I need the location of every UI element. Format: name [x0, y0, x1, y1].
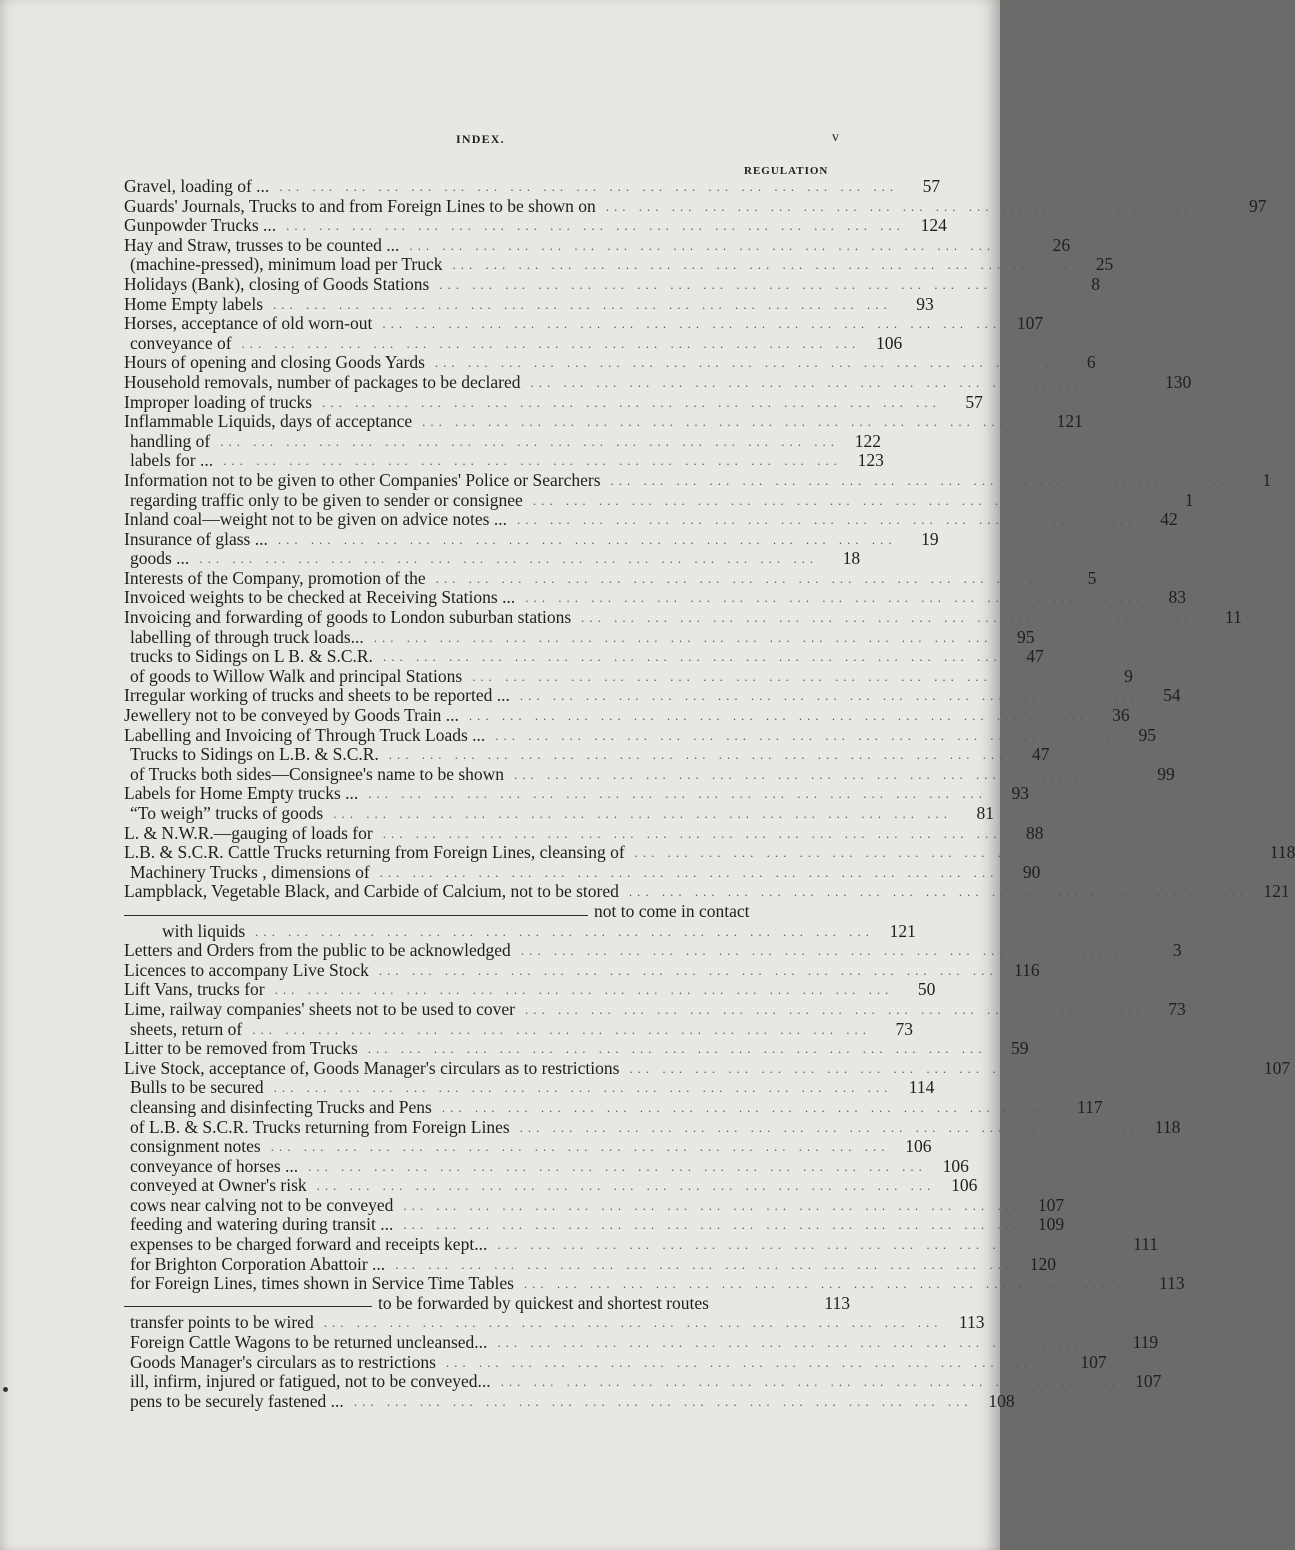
- entry-label: Licences to accompany Live Stock: [124, 959, 369, 980]
- regulation-number: 123: [857, 450, 884, 471]
- regulation-number: 99: [1157, 763, 1175, 784]
- index-entry: [124, 783, 1030, 804]
- entry-label: for Foreign Lines, times shown in Service Time Tables: [130, 1273, 514, 1294]
- regulation-number: 107: [1016, 313, 1044, 334]
- regulation-number: 81: [976, 803, 994, 823]
- entry-label: conveyance of: [130, 332, 232, 353]
- regulation-number: 124: [920, 215, 947, 236]
- index-entry: [124, 1057, 1291, 1079]
- entry-label: for Brighton Corporation Abattoir ...: [130, 1253, 386, 1274]
- leader-dots: ... ... ... ... ... ... ... ... ... ... ... ... ... ... ... ... ... ... ...: [497, 1237, 1117, 1253]
- index-entry: [124, 293, 934, 315]
- index-entry: [124, 1294, 850, 1314]
- entry-label: (machine-pressed), minimum load per Truck: [130, 254, 443, 275]
- index-entry: [124, 822, 1044, 844]
- leader-dots: ... ... ... ... ... ... ... ... ... ... ... ... ... ... ... ... ... ... ...: [435, 570, 1055, 586]
- leader-dots: ... ... ... ... ... ... ... ... ... ... ... ... ... ... ... ... ... ... ...: [530, 374, 1150, 390]
- entry-label: trucks to Sidings on L B. & S.C.R.: [130, 646, 373, 667]
- page-number: v: [832, 130, 839, 145]
- regulation-number: 106: [951, 1175, 978, 1196]
- regulation-number: 113: [824, 1292, 850, 1313]
- leader-dots: ... ... ... ... ... ... ... ... ... ... ... ... ... ... ... ... ... ... ...: [353, 1393, 973, 1409]
- index-entry: [124, 469, 1272, 491]
- entry-label: with liquids: [162, 920, 246, 941]
- regulation-number: 18: [842, 548, 861, 569]
- entry-label: ill, infirm, injured or fatigued, not to be conveyed...: [130, 1371, 491, 1392]
- leader-dots: ... ... ... ... ... ... ... ... ... ... ... ... ... ... ... ... ... ... ...: [241, 335, 861, 351]
- leader-dots: ... ... ... ... ... ... ... ... ... ... ... ... ... ... ... ... ... ... ...: [279, 179, 899, 194]
- entry-label: Lift Vans, trucks for: [124, 979, 265, 1000]
- regulation-number: 47: [1032, 744, 1050, 765]
- entry-label: Interests of the Company, promotion of the: [124, 567, 426, 588]
- index-entry: [124, 607, 1242, 628]
- index-entry: [124, 528, 939, 550]
- index-entry: [124, 665, 1133, 687]
- entry-label: Hay and Straw, trusses to be counted ...: [124, 234, 400, 255]
- entry-label: Lampblack, Vegetable Black, and Carbide of Calcium, not to be stored: [124, 881, 619, 902]
- regulation-number: 121: [889, 920, 916, 941]
- index-entry: [124, 332, 903, 354]
- leader-dots: ... ... ... ... ... ... ... ... ... ... ... ... ... ... ... ... ... ... ...: [308, 1158, 927, 1174]
- index-entry: [124, 626, 1035, 648]
- index-entry: [124, 1155, 969, 1177]
- entry-label: transfer points to be wired: [130, 1312, 314, 1333]
- leader-dots: ... ... ... ... ... ... ... ... ... ... ... ... ... ... ... ... ... ... ...: [634, 845, 1254, 861]
- index-entry: [124, 1351, 1107, 1373]
- index-entry: [124, 763, 1175, 785]
- entry-label: conveyance of horses ...: [130, 1155, 299, 1176]
- leader-dots: ... ... ... ... ... ... ... ... ... ... ... ... ... ... ... ... ... ... ...: [605, 198, 1225, 214]
- index-entry: [124, 1273, 1185, 1294]
- index-entry: [124, 1038, 1029, 1059]
- regulation-number: 5: [1087, 567, 1097, 588]
- index-entry: [124, 195, 1267, 217]
- leader-dots: ... ... ... ... ... ... ... ... ... ... ... ... ... ... ... ... ... ... ...: [525, 590, 1144, 606]
- entry-label: L.B. & S.C.R. Cattle Trucks returning from Foreign Lines, cleansing of: [124, 842, 625, 863]
- regulation-number: 114: [908, 1077, 935, 1098]
- leader-dots: ... ... ... ... ... ... ... ... ... ... ... ... ... ... ... ... ... ... ...: [403, 1197, 1023, 1213]
- leader-dots: ... ... ... ... ... ... ... ... ... ... ... ... ... ... ... ... ... ... ...: [403, 1217, 1023, 1233]
- regulation-number: 8: [1091, 273, 1101, 294]
- index-entry: [124, 940, 1182, 961]
- entry-label: sheets, return of: [130, 1018, 243, 1039]
- entry-label: Trucks to Sidings on L.B. & S.C.R.: [130, 744, 379, 765]
- regulation-number: 6: [1086, 352, 1096, 373]
- ditto-rule: [124, 915, 588, 916]
- index-entry: [124, 352, 1096, 373]
- regulation-number: 73: [1168, 998, 1186, 1019]
- entry-label: “To weigh” trucks of goods: [130, 803, 324, 823]
- index-entry: [124, 920, 916, 942]
- index-entry: [124, 548, 861, 569]
- leader-dots: ... ... ... ... ... ... ... ... ... ... ... ... ... ... ... ... ... ... ...: [514, 766, 1133, 782]
- regulation-number: 111: [1133, 1234, 1159, 1255]
- leader-dots: ... ... ... ... ... ... ... ... ... ... ... ... ... ... ... ... ... ... ...: [629, 1060, 1249, 1076]
- index-entry: [124, 744, 1050, 765]
- leader-dots: ... ... ... ... ... ... ... ... ... ... ... ... ... ... ... ... ... ... ...: [223, 453, 842, 469]
- regulation-number: 106: [942, 1155, 969, 1176]
- index-entry: [124, 1018, 914, 1040]
- entry-label: of L.B. & S.C.R. Trucks returning from Foreign Lines: [130, 1116, 510, 1137]
- regulation-number: 57: [965, 391, 983, 412]
- index-entry: [124, 450, 884, 471]
- regulation-number: 9: [1124, 665, 1133, 686]
- regulation-number: 83: [1168, 587, 1186, 608]
- leader-dots: ... ... ... ... ... ... ... ... ... ... ... ... ... ... ... ... ... ... ...: [323, 1315, 943, 1331]
- leader-dots: ... ... ... ... ... ... ... ... ... ... ... ... ... ... ... ... ... ... ...: [524, 1001, 1144, 1017]
- leader-dots: ... ... ... ... ... ... ... ... ... ... ... ... ... ... ... ... ... ... ...: [368, 786, 988, 802]
- leader-dots: ... ... ... ... ... ... ... ... ... ... ... ... ... ... ... ... ... ... ...: [409, 237, 1029, 253]
- leader-dots: ... ... ... ... ... ... ... ... ... ... ... ... ... ... ... ... ... ... ...: [495, 727, 1115, 743]
- entry-label: Household removals, number of packages to be declared: [124, 371, 521, 392]
- entry-label: Inflammable Liquids, days of acceptance: [124, 411, 413, 432]
- leader-dots: ... ... ... ... ... ... ... ... ... ... ... ... ... ... ... ... ... ... ...: [367, 1041, 987, 1057]
- entry-label: conveyed at Owner's risk: [130, 1175, 307, 1196]
- regulation-number: 107: [1263, 1057, 1291, 1078]
- leader-dots: ... ... ... ... ... ... ... ... ... ... ... ... ... ... ... ... ... ... ...: [382, 649, 1002, 665]
- regulation-number: 109: [1037, 1214, 1065, 1235]
- regulation-number: 122: [854, 430, 881, 451]
- entry-label: Machinery Trucks , dimensions of: [130, 861, 370, 882]
- index-entry: [124, 1077, 935, 1098]
- leader-dots: ... ... ... ... ... ... ... ... ... ... ... ... ... ... ... ... ... ... ...: [610, 472, 1230, 488]
- index-entry-list: [124, 176, 1295, 1411]
- regulation-number: 47: [1026, 646, 1044, 667]
- leader-dots: ... ... ... ... ... ... ... ... ... ... ... ... ... ... ... ... ... ... ...: [273, 1080, 893, 1096]
- entry-label: Lime, railway companies' sheets not to be used to cover: [124, 998, 515, 1019]
- index-entry: [124, 1136, 932, 1157]
- entry-label: handling of: [130, 430, 211, 451]
- regulation-number: 50: [917, 979, 936, 1000]
- leader-dots: ... ... ... ... ... ... ... ... ... ... ... ... ... ... ... ... ... ... ...: [382, 825, 1002, 841]
- index-entry: [124, 902, 850, 922]
- regulation-number: 90: [1022, 861, 1041, 882]
- regulation-number: 11: [1225, 607, 1242, 628]
- index-entry: [124, 411, 1083, 432]
- leader-dots: ... ... ... ... ... ... ... ... ... ... ... ... ... ... ... ... ... ... ...: [277, 531, 897, 547]
- entry-label: Litter to be removed from Trucks: [124, 1038, 358, 1059]
- leader-dots: ... ... ... ... ... ... ... ... ... ... ... ... ... ... ... ... ... ... ...: [270, 1139, 890, 1155]
- index-entry: [124, 391, 983, 413]
- index-entry: [124, 685, 1181, 706]
- regulation-number: 1: [1262, 469, 1272, 490]
- regulation-number: 95: [1017, 626, 1035, 647]
- leader-dots: ... ... ... ... ... ... ... ... ... ... ... ... ... ... ... ... ... ... ...: [373, 629, 993, 645]
- leader-dots: ... ... ... ... ... ... ... ... ... ... ... ... ... ... ... ... ... ... ...: [628, 884, 1248, 900]
- leader-dots: ... ... ... ... ... ... ... ... ... ... ... ... ... ... ... ... ... ... ...: [500, 1374, 1120, 1390]
- regulation-number: 118: [1269, 842, 1295, 863]
- regulation-number: 106: [876, 332, 903, 353]
- entry-label: Insurance of glass ...: [124, 528, 268, 549]
- page-header: [0, 128, 1000, 152]
- index-entry: [124, 1312, 985, 1333]
- entry-label: Invoicing and forwarding of goods to London suburban stations: [124, 607, 572, 628]
- regulation-number: 97: [1248, 195, 1267, 216]
- regulation-number: 121: [1263, 881, 1290, 902]
- entry-label: labelling of through truck loads...: [130, 626, 364, 647]
- index-entry: [124, 646, 1044, 667]
- regulation-number: 73: [895, 1018, 914, 1039]
- index-entry: [124, 979, 936, 1000]
- regulation-number: 118: [1154, 1116, 1181, 1137]
- index-entry: [124, 959, 1040, 981]
- regulation-number: 113: [1159, 1273, 1185, 1294]
- leader-dots: ... ... ... ... ... ... ... ... ... ... ... ... ... ... ... ... ... ... ...: [378, 962, 998, 978]
- index-entry: [124, 234, 1071, 256]
- leader-dots: ... ... ... ... ... ... ... ... ... ... ... ... ... ... ... ... ... ... ...: [445, 1354, 1065, 1370]
- leader-dots: ... ... ... ... ... ... ... ... ... ... ... ... ... ... ... ... ... ... ...: [519, 688, 1139, 704]
- entry-label: Inland coal—weight not to be given on advice notes ...: [124, 509, 507, 530]
- leader-dots: ... ... ... ... ... ... ... ... ... ... ... ... ... ... ... ... ... ... ...: [439, 276, 1059, 292]
- entry-label: labels for ...: [130, 450, 214, 471]
- leader-dots: ... ... ... ... ... ... ... ... ... ... ... ... ... ... ... ... ... ... ...: [452, 257, 1072, 273]
- index-entry: [124, 1214, 1065, 1235]
- regulation-number: 42: [1160, 509, 1178, 530]
- regulation-number: 54: [1163, 685, 1181, 706]
- index-entry: [124, 273, 1101, 295]
- regulation-number: 113: [958, 1312, 985, 1333]
- leader-dots: ... ... ... ... ... ... ... ... ... ... ... ... ... ... ... ... ... ... ...: [532, 492, 1152, 508]
- entry-label: of goods to Willow Walk and principal Stations: [130, 665, 463, 686]
- entry-label: Horses, acceptance of old worn-out: [124, 313, 373, 334]
- index-entry: [124, 176, 941, 197]
- regulation-number: 119: [1132, 1332, 1159, 1353]
- index-entry: [124, 724, 1157, 746]
- entry-label: Goods Manager's circulars as to restrictions: [130, 1351, 436, 1372]
- index-entry: [124, 587, 1186, 608]
- entry-label: Holidays (Bank), closing of Goods Stations: [124, 273, 430, 294]
- entry-label: Invoiced weights to be checked at Receiving Stations ...: [124, 587, 516, 608]
- index-entry: [124, 881, 1290, 902]
- leader-dots: ... ... ... ... ... ... ... ... ... ... ... ... ... ... ... ... ... ... ...: [255, 923, 874, 939]
- leader-dots: ... ... ... ... ... ... ... ... ... ... ... ... ... ... ... ... ... ... ...: [388, 747, 1008, 763]
- leader-dots: ... ... ... ... ... ... ... ... ... ... ... ... ... ... ... ... ... ... ...: [274, 982, 894, 998]
- entry-label: Hours of opening and closing Goods Yards: [124, 352, 425, 373]
- regulation-number: 116: [1014, 959, 1040, 980]
- index-entry: [124, 803, 994, 824]
- leader-dots: ... ... ... ... ... ... ... ... ... ... ... ... ... ... ... ... ... ... ...: [273, 296, 892, 312]
- index-entry: [124, 1390, 1015, 1412]
- entry-label: Bulls to be secured: [130, 1077, 264, 1098]
- entry-label: Letters and Orders from the public to be acknowledged: [124, 940, 511, 961]
- leader-dots: ... ... ... ... ... ... ... ... ... ... ... ... ... ... ... ... ... ... ...: [199, 551, 819, 567]
- entry-label: expenses to be charged forward and receipts kept...: [130, 1234, 488, 1255]
- regulation-number: 107: [1037, 1194, 1065, 1215]
- leader-dots: ... ... ... ... ... ... ... ... ... ... ... ... ... ... ... ... ... ... ...: [322, 394, 941, 410]
- entry-label: Information not to be given to other Companies' Police or Searchers: [124, 469, 601, 490]
- entry-label: regarding traffic only to be given to sender or consignee: [130, 489, 523, 510]
- entry-label: of Trucks both sides—Consignee's name to be shown: [130, 763, 505, 784]
- entry-label: to be forwarded by quickest and shortest routes: [378, 1292, 709, 1313]
- regulation-number: 25: [1095, 254, 1114, 275]
- regulation-number: 26: [1052, 234, 1071, 255]
- leader-dots: ... ... ... ... ... ... ... ... ... ... ... ... ... ... ... ... ... ... ...: [441, 1099, 1061, 1115]
- entry-label: Gunpowder Trucks ...: [124, 215, 277, 236]
- leader-dots: ... ... ... ... ... ... ... ... ... ... ... ... ... ... ... ... ... ... ...: [519, 1119, 1139, 1135]
- leader-dots: ... ... ... ... ... ... ... ... ... ... ... ... ... ... ... ... ... ... ...: [472, 668, 1091, 684]
- index-entry: [124, 313, 1044, 334]
- regulation-number: 95: [1138, 724, 1157, 745]
- leader-dots: ... ... ... ... ... ... ... ... ... ... ... ... ... ... ... ... ... ... ...: [379, 864, 999, 880]
- index-entry: [124, 1175, 978, 1196]
- index-entry: [124, 1371, 1162, 1392]
- leader-dots: ... ... ... ... ... ... ... ... ... ... ... ... ... ... ... ... ... ... ...: [316, 1178, 936, 1194]
- index-entry: [124, 371, 1192, 393]
- regulation-number: 57: [922, 176, 941, 196]
- entry-label: cleansing and disinfecting Trucks and Pens: [130, 1096, 432, 1117]
- regulation-number: 107: [1135, 1371, 1162, 1392]
- index-entry: [124, 215, 947, 236]
- index-entry: [124, 1332, 1159, 1353]
- index-entry: [124, 489, 1194, 511]
- entry-label: Jewellery not to be conveyed by Goods Train ...: [124, 705, 459, 726]
- leader-dots: ... ... ... ... ... ... ... ... ... ... ... ... ... ... ... ... ... ... ...: [220, 433, 839, 449]
- entry-label: Live Stock, acceptance of, Goods Manager's circulars as to restrictions: [124, 1057, 620, 1078]
- regulation-number: 88: [1025, 822, 1044, 843]
- entry-label: Foreign Cattle Wagons to be returned uncleansed...: [130, 1332, 488, 1353]
- entry-label: Irregular working of trucks and sheets to be reported ...: [124, 685, 510, 706]
- regulation-number: 106: [905, 1136, 932, 1157]
- regulation-number: 93: [1011, 783, 1030, 804]
- index-entry: [124, 842, 1295, 863]
- regulation-number: 36: [1112, 705, 1130, 726]
- index-entry: [124, 861, 1041, 883]
- regulation-number: 3: [1172, 940, 1182, 961]
- leader-dots: ... ... ... ... ... ... ... ... ... ... ... ... ... ... ... ... ... ... ...: [468, 708, 1088, 724]
- regulation-number: 121: [1056, 411, 1083, 432]
- leader-dots: ... ... ... ... ... ... ... ... ... ... ... ... ... ... ... ... ... ... ...: [286, 218, 905, 234]
- leader-dots: ... ... ... ... ... ... ... ... ... ... ... ... ... ... ... ... ... ... ...: [395, 1256, 1014, 1272]
- entry-label: cows near calving not to be conveyed: [130, 1194, 394, 1215]
- entry-label: L. & N.W.R.—gauging of loads for: [124, 822, 373, 843]
- regulation-number: 108: [988, 1390, 1015, 1411]
- regulation-number: 107: [1080, 1351, 1107, 1372]
- index-entry: [124, 254, 1114, 275]
- regulation-number: 130: [1165, 371, 1192, 392]
- regulation-number: 117: [1076, 1096, 1103, 1117]
- entry-label: Guards' Journals, Trucks to and from Foreign Lines to be shown on: [124, 195, 596, 216]
- entry-label: Labelling and Invoicing of Through Truck Loads ...: [124, 724, 486, 745]
- index-entry: [124, 509, 1178, 530]
- entry-label: Home Empty labels: [124, 293, 264, 314]
- leader-dots: ... ... ... ... ... ... ... ... ... ... ... ... ... ... ... ... ... ... ...: [333, 806, 952, 821]
- regulation-number: 59: [1011, 1038, 1029, 1059]
- leader-dots: ... ... ... ... ... ... ... ... ... ... ... ... ... ... ... ... ... ... ...: [382, 316, 1002, 332]
- page-blemish: [3, 1387, 8, 1392]
- entry-label: not to come in contact: [594, 900, 750, 921]
- leader-dots: ... ... ... ... ... ... ... ... ... ... ... ... ... ... ... ... ... ... ...: [520, 943, 1140, 959]
- entry-label: goods ...: [130, 548, 190, 569]
- entry-label: consignment notes: [130, 1136, 261, 1157]
- leader-dots: ... ... ... ... ... ... ... ... ... ... ... ... ... ... ... ... ... ... ...: [581, 610, 1200, 626]
- leader-dots: ... ... ... ... ... ... ... ... ... ... ... ... ... ... ... ... ... ... ...: [422, 414, 1041, 430]
- index-entry: [124, 1234, 1159, 1255]
- leader-dots: ... ... ... ... ... ... ... ... ... ... ... ... ... ... ... ... ... ... ...: [516, 512, 1136, 528]
- index-entry: [124, 705, 1130, 726]
- regulation-number: 1: [1184, 489, 1194, 510]
- index-entry: [124, 1253, 1056, 1275]
- regulation-column-heading: REGULATION: [744, 165, 829, 177]
- entry-label: pens to be securely fastened ...: [130, 1390, 344, 1411]
- leader-dots: ... ... ... ... ... ... ... ... ... ... ... ... ... ... ... ... ... ... ...: [434, 355, 1054, 371]
- regulation-number: 19: [921, 528, 939, 549]
- entry-label: feeding and watering during transit ...: [130, 1214, 394, 1235]
- leader-dots: ... ... ... ... ... ... ... ... ... ... ... ... ... ... ... ... ... ... ...: [523, 1276, 1143, 1292]
- leader-dots: ... ... ... ... ... ... ... ... ... ... ... ... ... ... ... ... ... ... ...: [497, 1335, 1117, 1351]
- regulation-number: 93: [916, 293, 934, 314]
- entry-label: Labels for Home Empty trucks ...: [124, 783, 359, 804]
- regulation-number: 120: [1029, 1253, 1056, 1274]
- ditto-rule: [124, 1306, 372, 1307]
- entry-label: Gravel, loading of ...: [124, 176, 270, 196]
- leader-dots: ... ... ... ... ... ... ... ... ... ... ... ... ... ... ... ... ... ... ...: [252, 1021, 872, 1037]
- index-entry: [124, 1096, 1103, 1118]
- running-title: INDEX.: [456, 132, 505, 146]
- entry-label: Improper loading of trucks: [124, 391, 313, 412]
- index-entry: [124, 430, 881, 452]
- index-entry: [124, 998, 1186, 1020]
- index-entry: [124, 567, 1097, 589]
- index-entry: [124, 1116, 1181, 1138]
- index-entry: [124, 1194, 1065, 1216]
